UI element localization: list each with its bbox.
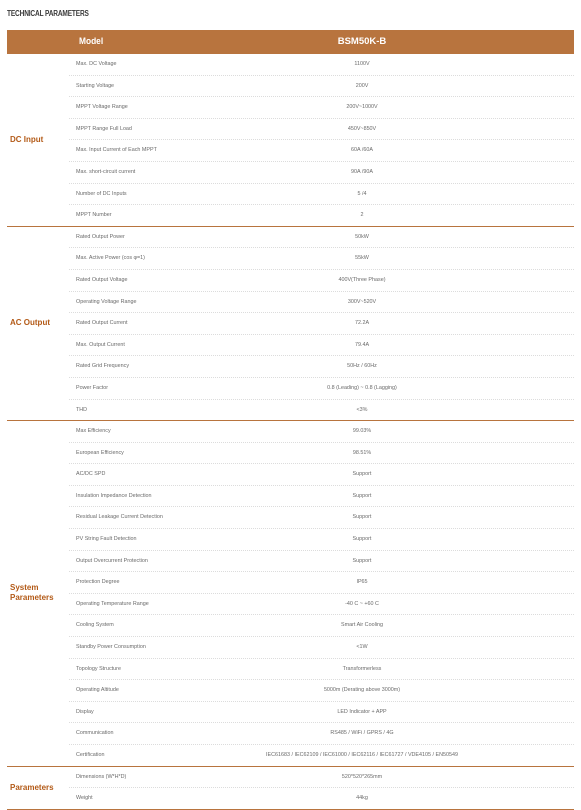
param-name: Operating Altitude (76, 687, 119, 694)
param-name: PV String Fault Detection (76, 536, 137, 543)
param-value: 5000m (Derating above 3000m) (323, 687, 401, 694)
spec-row (69, 637, 574, 659)
param-value: 50Hz / 60Hz (347, 363, 377, 370)
header-model-value: BSM50K-B (337, 36, 387, 47)
spec-row (69, 400, 574, 421)
param-name: THD (76, 406, 88, 413)
param-name: Max. Input Current of Each MPPT (76, 147, 157, 154)
spec-row (69, 227, 574, 249)
param-name: Output Overcurrent Protection (76, 557, 148, 564)
param-value: IP65 (356, 579, 368, 586)
param-name: Power Factor (76, 384, 109, 391)
param-name: Topology Structure (76, 665, 121, 672)
spec-row (69, 184, 574, 206)
param-name: Rated Output Power (76, 233, 125, 240)
param-value: Transformerless (342, 665, 382, 672)
spec-row (69, 702, 574, 724)
param-name: Rated Grid Frequency (76, 363, 130, 370)
param-value: 44kg (356, 795, 368, 802)
spec-row (69, 119, 574, 141)
param-name: AC/DC SPD (76, 471, 106, 478)
spec-row (69, 270, 574, 292)
spec-row (69, 140, 574, 162)
group-label: Parameters (10, 782, 54, 792)
param-value: 450V~850V (347, 125, 377, 132)
param-value: 1100V (354, 61, 370, 67)
param-value: Support (352, 514, 372, 521)
param-value: Support (352, 557, 372, 564)
spec-row (69, 248, 574, 270)
spec-row (69, 421, 574, 443)
spec-row (69, 680, 574, 702)
spec-group (7, 227, 574, 421)
param-value: Support (352, 536, 372, 543)
spec-row (69, 745, 574, 766)
param-value: 90A /90A (351, 168, 373, 175)
spec-row (69, 507, 574, 529)
param-name: Dimensions (W*H*D) (76, 773, 127, 780)
param-value: <3% (356, 406, 368, 413)
group-label: DC Input (10, 134, 44, 144)
spec-row (69, 356, 574, 378)
group-rows (69, 421, 574, 766)
spec-row (69, 551, 574, 573)
param-name: Max. short-circuit current (76, 168, 136, 175)
spec-row (69, 486, 574, 508)
param-name: Operating Temperature Range (76, 600, 149, 607)
param-name: Cooling System (76, 622, 114, 629)
spec-row (69, 313, 574, 335)
group-rows (69, 54, 574, 226)
spec-row (69, 529, 574, 551)
group-rows (69, 767, 574, 809)
param-name: Display (76, 708, 94, 715)
param-value: 79.4A (354, 341, 370, 348)
param-name: Max Efficiency (76, 428, 111, 435)
param-value: 520*520*265mm (341, 773, 383, 780)
param-value: RS485 / WiFi / GPRS / 4G (330, 730, 394, 737)
param-value: 99.03% (352, 428, 372, 435)
param-value: 72.2A (354, 320, 370, 327)
spec-groups (7, 54, 574, 810)
param-value: 50kW (355, 233, 369, 240)
param-name: Insulation Impedance Detection (76, 492, 152, 499)
param-name: Communication (76, 730, 114, 737)
param-name: Weight (76, 795, 93, 802)
spec-row (69, 464, 574, 486)
param-value: Smart Air Cooling (341, 622, 383, 629)
group-label: AC Output (10, 318, 50, 328)
param-name: Operating Voltage Range (76, 298, 137, 305)
spec-row (69, 659, 574, 681)
spec-group (7, 767, 574, 810)
spec-row (69, 205, 574, 226)
param-name: Residual Leakage Current Detection (76, 514, 163, 521)
param-value: 2 (360, 212, 364, 219)
group-label: System Parameters (10, 583, 54, 603)
param-value: LED Indicator + APP (337, 708, 387, 715)
param-name: Number of DC Inputs (76, 190, 127, 197)
param-value: -40 C ~ +60 C (345, 600, 379, 607)
param-name: MPPT Voltage Range (76, 104, 128, 111)
param-value: 60A /60A (351, 147, 373, 154)
param-value: 98.51% (352, 449, 372, 456)
param-name: Rated Output Voltage (76, 276, 128, 283)
param-name: MPPT Number (76, 212, 112, 219)
spec-row (69, 292, 574, 314)
spec-row (69, 97, 574, 119)
param-value: 0.8 (Leading) ~ 0.8 (Lagging) (327, 384, 397, 391)
param-name: Protection Degree (76, 579, 120, 586)
param-value: 5 /4 (357, 190, 367, 197)
param-value: 200V (355, 82, 369, 89)
spec-row (69, 767, 574, 789)
spec-table (7, 30, 574, 810)
spec-group (7, 54, 574, 227)
param-name: Starting Voltage (76, 82, 115, 89)
spec-row (69, 572, 574, 594)
param-value: <1W (356, 644, 368, 651)
param-name: Max. Active Power (cos φ=1) (76, 255, 145, 262)
spec-row (69, 723, 574, 745)
param-name: Rated Output Current (76, 320, 128, 327)
param-value: 200V~1000V (346, 104, 378, 111)
param-value: 55kW (355, 255, 369, 262)
param-name: European Efficiency (76, 449, 124, 456)
spec-row (69, 335, 574, 357)
spec-row (69, 76, 574, 98)
spec-row (69, 54, 574, 76)
param-value: 300V~520V (347, 298, 377, 305)
spec-row (69, 615, 574, 637)
spec-row (69, 443, 574, 465)
param-name: Max. DC Voltage (76, 61, 117, 67)
table-header (7, 30, 574, 54)
param-name: Certification (76, 752, 105, 758)
param-name: MPPT Range Full Load (76, 125, 132, 132)
spec-row (69, 162, 574, 184)
spec-group (7, 421, 574, 767)
header-model-label: Model (79, 36, 104, 47)
page-title: TECHNICAL PARAMETERS (7, 9, 89, 18)
spec-row (69, 378, 574, 400)
param-name: Standby Power Consumption (76, 644, 146, 651)
param-value: Support (352, 471, 372, 478)
param-name: Max. Output Current (76, 341, 125, 348)
spec-row (69, 594, 574, 616)
param-value: 400V(Three Phase) (338, 276, 386, 283)
param-value: Support (352, 492, 372, 499)
spec-row (69, 788, 574, 809)
group-rows (69, 227, 574, 420)
param-value: IEC61683 / IEC62109 / IEC61000 / IEC62116 / IEC61727 / VDE4105 / EN50549 (266, 752, 458, 758)
